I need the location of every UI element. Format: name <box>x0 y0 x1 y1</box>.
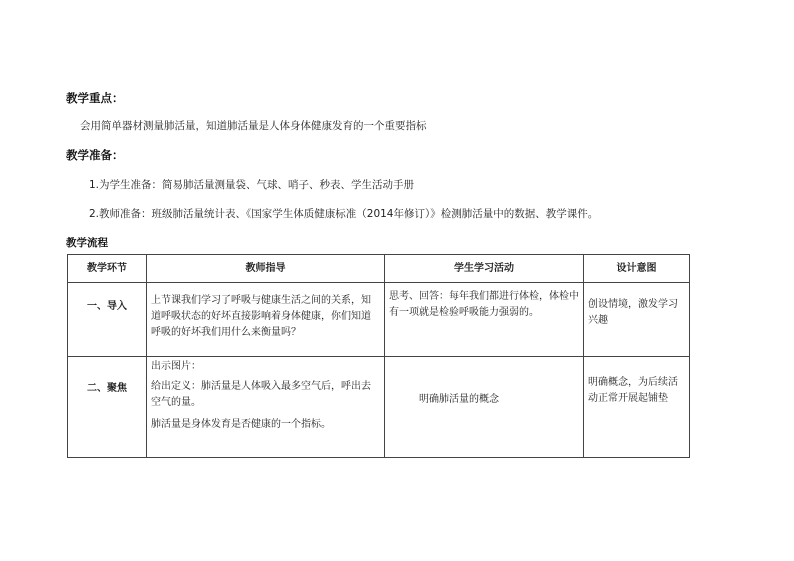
table-row <box>68 357 690 458</box>
teacher-text: 上节课我们学习了呼吸与健康生活之间的关系，知道呼吸状态的好坏直接影响着身体健康，你们知道呼吸的好坏我们用什么来衡量吗？ <box>151 295 371 338</box>
teacher-line: 出示图片： <box>151 361 201 372</box>
stage-label: 一、导入 <box>87 301 127 312</box>
intent-cell <box>584 283 690 357</box>
column-header-teacher: 教师指导 <box>147 255 385 283</box>
intent-cell <box>584 357 690 458</box>
flow-heading: 教学流程 <box>66 237 108 249</box>
column-header-stage: 教学环节 <box>68 255 147 283</box>
focus-heading: 教学重点： <box>66 91 124 105</box>
teacher-cell <box>147 283 385 357</box>
stage-cell <box>68 357 147 458</box>
student-cell <box>385 283 584 357</box>
column-header-student: 学生学习活动 <box>385 255 584 283</box>
prep-item-1: 1.为学生准备：简易肺活量测量袋、气球、哨子、秒表、学生活动手册 <box>89 179 415 191</box>
intent-text: 明确概念，为后续活动正常开展起铺垫 <box>588 377 678 404</box>
teacher-line: 给出定义：肺活量是人体吸入最多空气后，呼出去空气的量。 <box>151 381 371 408</box>
student-text: 明确肺活量的概念 <box>419 394 499 405</box>
teacher-cell <box>147 357 385 458</box>
stage-label: 二、聚焦 <box>87 383 127 394</box>
prep-heading: 教学准备： <box>66 148 124 162</box>
student-cell <box>385 357 584 458</box>
intent-text: 创设情境，激发学习兴趣 <box>588 299 678 326</box>
table-header-row <box>68 255 690 283</box>
flow-table <box>67 254 690 458</box>
student-text: 思考、回答：每年我们都进行体检，体检中有一项就是检验呼吸能力强弱的。 <box>389 291 579 318</box>
prep-item-2: 2.教师准备：班级肺活量统计表、《国家学生体质健康标准（2014年修订）》检测肺活量中的数据、教学课件。 <box>89 208 599 220</box>
stage-cell <box>68 283 147 357</box>
column-header-intent: 设计意图 <box>584 255 690 283</box>
table-row <box>68 283 690 357</box>
teacher-line: 肺活量是身体发育是否健康的一个指标。 <box>151 419 331 430</box>
focus-text: 会用简单器材测量肺活量，知道肺活量是人体身体健康发育的一个重要指标 <box>80 120 427 132</box>
